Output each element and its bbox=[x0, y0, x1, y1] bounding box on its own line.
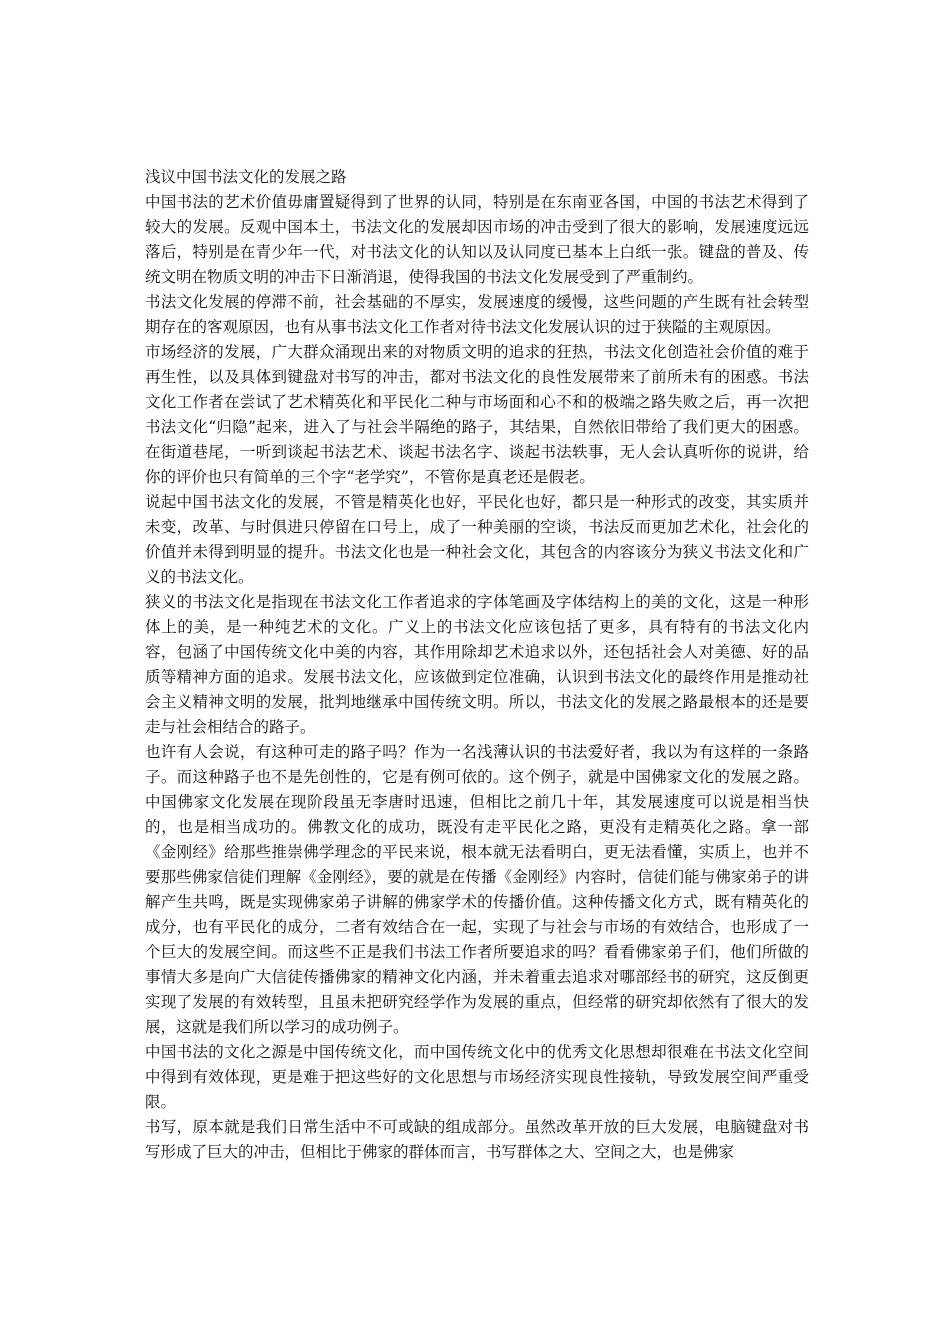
paragraph: 书法文化发展的停滞不前，社会基础的不厚实，发展速度的缓慢，这些问题的产生既有社会转型期存在的客观原因，也有从事书法文化工作者对待书法文化发展认识的过于狭隘的主观原因。 bbox=[145, 293, 809, 336]
paragraph: 狭义的书法文化是指现在书法文化工作者追求的字体笔画及字体结构上的美的文化，这是一种形体上的美，是一种纯艺术的文化。广义上的书法文化应该包括了更多，具有特有的书法文化内容，包涵了中国传统文化中美的内容，其作用除却艺术追求以外，还包括社会人对美德、好的品质等精神方面的追求。发展书法文化，应该做到定位准确，认识到书法文化的最终作用是推动社会主义精神文明的发展，批判地继承中国传统文明。所以，书法文化的发展之路最根本的还是要走与社会相结合的路子。 bbox=[145, 593, 809, 736]
paragraph: 也许有人会说，有这种可走的路子吗？作为一名浅薄认识的书法爱好者，我以为有这样的一条路子。而这种路子也不是先创性的，它是有例可依的。这个例子，就是中国佛家文化的发展之路。中国佛家文化发展在现阶段虽无李唐时迅速，但相比之前几十年，其发展速度可以说是相当快的，也是相当成功的。佛教文化的成功，既没有走平民化之路，更没有走精英化之路。拿一部《金刚经》给那些推崇佛学理念的平民来说，根本就无法看明白，更无法看懂，实质上，也并不要那些佛家信徒们理解《金刚经》，要的就是在传播《金刚经》内容时，信徒们能与佛家弟子的讲解产生共鸣，既是实现佛家弟子讲解的佛家学术的传播价值。这种传播文化方式，既有精英化的成分，也有平民化的成分，二者有效结合在一起，实现了与社会与市场的有效结合，也形成了一个巨大的发展空间。而这些不正是我们书法工作者所要追求的吗？看看佛家弟子们，他们所做的事情大多是向广大信徒传播佛家的精神文化内涵，并未着重去追求对哪部经书的研究，这反倒更实现了发展的有效转型，且虽未把研究经学作为发展的重点，但经常的研究却依然有了很大的发展，这就是我们所以学习的成功例子。 bbox=[145, 743, 809, 1036]
paragraph: 中国书法的文化之源是中国传统文化，而中国传统文化中的优秀文化思想却很难在书法文化空间中得到有效体现，更是难于把这些好的文化思想与市场经济实现良性接轨，导致发展空间严重受限。 bbox=[145, 1043, 809, 1111]
paragraph: 书写，原本就是我们日常生活中不可或缺的组成部分。虽然改革开放的巨大发展，电脑键盘对书写形成了巨大的冲击，但相比于佛家的群体而言，书写群体之大、空间之大，也是佛家 bbox=[145, 1118, 809, 1161]
paragraph: 市场经济的发展，广大群众涌现出来的对物质文明的追求的狂热，书法文化创造社会价值的难于再生性，以及具体到键盘对书写的冲击，都对书法文化的良性发展带来了前所未有的困惑。书法文化工作者在尝试了艺术精英化和平民化二种与市场面和心不和的极端之路失败之后，再一次把书法文化“归隐”起来，进入了与社会半隔绝的路子，其结果，自然依旧带给了我们更大的困惑。在街道巷尾，一听到谈起书法艺术、谈起书法名字、谈起书法轶事，无人会认真听你的说讲，给你的评价也只有简单的三个字“老学究”，不管你是真老还是假老。 bbox=[145, 343, 809, 486]
paragraph: 说起中国书法文化的发展，不管是精英化也好，平民化也好，都只是一种形式的改变，其实质并未变，改革、与时俱进只停留在口号上，成了一种美丽的空谈，书法反而更加艺术化，社会化的价值并未得到明显的提升。书法文化也是一种社会文化，其包含的内容该分为狭义书法文化和广义的书法文化。 bbox=[145, 493, 809, 586]
paragraph: 中国书法的艺术价值毋庸置疑得到了世界的认同，特别是在东南亚各国，中国的书法艺术得到了较大的发展。反观中国本土，书法文化的发展却因市场的冲击受到了很大的影响，发展速度远远落后，特别是在青少年一代，对书法文化的认知以及认同度已基本上白纸一张。键盘的普及、传统文明在物质文明的冲击下日渐消退，使得我国的书法文化发展受到了严重制约。 bbox=[145, 193, 809, 286]
document-page bbox=[145, 165, 809, 1165]
document-title: 浅议中国书法文化的发展之路 bbox=[145, 168, 347, 186]
